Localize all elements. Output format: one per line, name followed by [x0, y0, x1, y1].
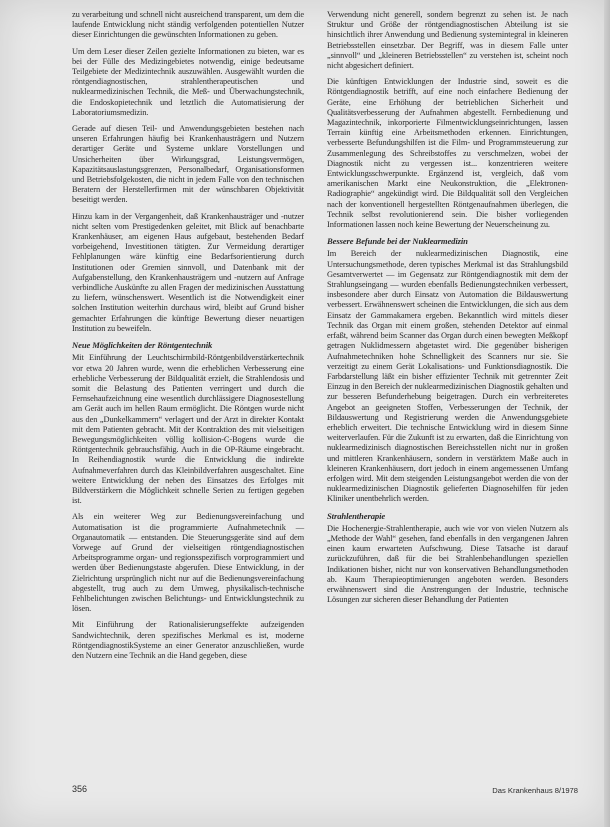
- body-paragraph: Hinzu kam in der Vergangenheit, daß Krankenhausträger und -nutzer nicht selten vom Prestigedenken geleitet, mit Blick auf benachbarte Krankenhäuser, am eigenen Haus aufgebaut, bestehenden Bedarf vorbeigehend, Investitionen tätigten. Zur Vermeidung derartiger Fehlplanungen wäre künftig eine Bedarfsorientierung durch Institutionen oder Gremien sinnvoll, und Datenbank mit der Aufgabenstellung, den Krankenhausträgern und -nutzern auf Anfrage verbindliche Auskünfte zu allen Fragen der medizinischen Ausstattung zu liefern, wünschenswert. Wesentlich ist die Notwendigkeit einer solchen Institution weiterhin durchaus wird, bleibt auf Grund bisher gemachter Erfahrungen die künftige Bewertung dieser neuartigen Institution zu beweifeln.: [72, 211, 304, 333]
- section-heading: Bessere Befunde bei der Nuklearmedizin: [327, 236, 468, 247]
- body-paragraph: Als ein weiterer Weg zur Bedienungsvereinfachung und Automatisation ist die programmierte Aufnahmetechnik — Organautomatik — entstanden. Die Steuerungsgeräte sind auf dem Vorwege auf Grund der vielseitigen röntgendiagnostischen Arbeitsprogramme organ- und regionsspezifisch vorprogrammiert und werden über Bedienungstaste abgerufen. Diese Entwicklung, in der Zielrichtung ursprünglich nicht nur auf die Bedienungsvereinfachung abgestellt, trug auch zu dem Umweg, physikalisch-technische Fehlbelichtungen zwischen Belichtungs- und Entwicklungstechnik zu lösen.: [72, 512, 304, 614]
- right-column: [327, 10, 568, 611]
- left-column: [72, 10, 304, 667]
- body-paragraph: Verwendung nicht generell, sondern begrenzt zu sehen ist. Je nach Struktur und Größe der röntgendiagnostischen Abteilung ist sie hinsichtlich ihrer Anwendung und Bedienung systemintegral in kleineren Betriebsstellen einsetzbar. Der Begriff, was in diesem Falle unter „sinnvoll“ und „kleineren Betriebsstellen“ zu verstehen ist, scheint noch nicht abgesichert definiert.: [327, 10, 568, 71]
- page-edge: [604, 0, 610, 827]
- section-heading: Strahlentherapie: [327, 510, 386, 521]
- body-paragraph: Die Hochenergie-Strahlentherapie, auch wie vor von vielen Nutzern als „Methode der Wahl“ gesehen, fand ebenfalls in den vergangenen Jahren einen kaum erwarteten Aufschwung. Diese Tatsache ist darauf zurückzuführen, daß für die bei Strahlenbehandlungen speziellen Indikationen bisher, nicht nur von konservativen Behandlungsmethoden ab. Kaum Therapieoptimierungen angeboten werden. Besonders erwähnenswert sind die Anstrengungen der Industrie, technische Lösungen zur sicheren dieser Behandlung der Patienten: [327, 523, 568, 605]
- body-paragraph: Gerade auf diesen Teil- und Anwendungsgebieten bestehen nach unseren Erfahrungen häufig bei Krankenhausträgern und Nutzern derartiger Geräte und Systeme unklare Vorstellungen und Unsicherheiten über Wirkungsgrad, Leistungsvermögen, Kapazitätsauslastungsgrenzen, Personalbedarf, Organisationsformen und Betriebsfolgekosten, die nicht in jedem Falle von den technischen Beratern der Herstellerfirmen mit der wünschbaren Objektivität beseitigt werden.: [72, 124, 304, 205]
- body-paragraph: Um dem Leser dieser Zeilen gezielte Informationen zu bieten, war es bei der Fülle des Medizingebietes notwendig, einige bedeutsame Teilgebiete der Medizintechnik auszuwählen. Ausgewählt wurden die röntgendiagnostischen, strahlentherapeutischen und nuklearmedizinischen Technik, die Meß- und Überwachungstechnik, die Endoskopietechnik und letztlich die Automatisierung der Laboratoriumsmedizin.: [72, 46, 304, 117]
- page-number: 356: [72, 784, 88, 794]
- publication-footer: Das Krankenhaus 8/1978: [492, 786, 578, 795]
- body-paragraph: Mit Einführung der Leuchtschirmbild-Röntgenbildverstärkertechnik vor etwa 20 Jahren wurde, wenn die erheblichen Verbesserung eine erhebliche Verbesserung der Bildqualität erzielt, die Strahlendosis und somit die Belastung des Patienten verringert und durch die Fernsehaufzeichnung eine wesentlich durchlässigere Diagnosestellung am Gerät auch im hellen Raum ermöglicht. Die Röntgen wurde nicht aus den „Dunkelkammern“ verlagert und der Arzt in direkter Kontakt mit dem Patienten gebracht. Mit der Kontraktion des mit vielseitigen Bewegungsmöglichkeiten völlig kollision-C-Bogens wurde die Röntgentechnik gebrauchsfähig. Auch in die OP-Räume eingebracht. In Reihendiagnostik wurde die Entwicklung die indirekte Aufnahmeverfahren durch das Kleinbildverfahren ausgeschaltet. Eine weitere Entwicklung der neben des Einsatzes des Erfolges mit Bildverstärkern die Möglichkeit schnelle Serien zu fertigen gegeben ist.: [72, 353, 304, 506]
- body-paragraph: zu verarbeitung und schnell nicht ausreichend transparent, um dem die laufende Entwicklung nicht ständig verfolgenden potentiellen Nutzer dieser Einrichtungen die gewünschten Informationen zu geben.: [72, 10, 304, 40]
- body-paragraph: Mit Einführung der Rationalisierungseffekte aufzeigenden Sandwichtechnik, deren spezifisches Merkmal es ist, moderne RöntgendiagnostikSysteme an einer Generator anzuschließen, wurde den Nutzern eine Technik an die Hand gegeben, diese: [72, 620, 304, 660]
- section-heading: Neue Möglichkeiten der Röntgentechnik: [72, 340, 213, 351]
- body-paragraph: Die künftigen Entwicklungen der Industrie sind, soweit es die Röntgendiagnostik betrifft, auf eine noch einfachere Bedienung der Geräte, eine Erhöhung der betrieblichen Sicherheit und Qualitätsverbesserung der Aufnahmen abgestellt. Fernbedienung und Magazintechnik, inkorporierte Filmentwicklungseinrichtungen, lassen Terrain künftig eine Arbeitsmethoden erkennen. Einrichtungen, verbesserte Befundungshilfen ist die Film- und Programmsteuerung zur Zusammenlegung des Schreibstoffes zu verschmelzen, wobei der Diagnostik nicht zu vergessen ist... konzentrieren weitere Entwicklungsschwerpunkte. Ergänzend ist, vergleich, daß vom amerikanischen Markt eine Neukonstruktion, die „Elektronen-Radiographie“ angekündigt wird. Die Bildqualität soll den Vergleichen nach der konventionell hergestellten Röntgenaufnahmen überlegen, die Technik selbst revolutionierend sein. Die bisher vorliegenden Informationen lassen noch keine Bewertung der Neuerscheinung zu.: [327, 77, 568, 230]
- body-paragraph: Im Bereich der nuklearmedizinischen Diagnostik, eine Untersuchungsmethode, deren typisches Merkmal ist das Strahlungsbild Gesamtverwertet — im Gegensatz zur Röntgendiagnostik mit dem der Strahlungseingang — wurden ebenfalls Bedienungstechniken verbessert, insbesondere aber durch Einsatz von Automation die Bildauswertung verbessert. Erwähnenswert scheinen die Entwicklungen, die sich aus dem Einsatz der Gammakamera ergeben. Bekanntlich wird mittels dieser Technik das Organ mit einem großen, stehenden Detektor auf einmal erfaßt, während beim Scanner das Organ durch einen bewegten Meßkopf getragen Nuklidmessern abgetastet wird. Die gegenüber bisherigen Aufnahmetechniken hohe Schnelligkeit des Scanners nur sie. Sie verzeitigt zu einem Gerät Lokalisations- und Funktionsdiagnostik. Die Farbdarstellung läßt ein bisher effizienter Technik mit getrennter Zeit Einzug in den Bereich der nuklearmedizinischen Diagnostik gehalten und zur besseren Befunderhebung beigetragen. Durch ein verbreiteretes Angebot an geeigneten Stoffen, Verbesserungen der Technik, der Bildauswertung und Registrierung werden die Anwendungsgebiete erheblich erweitert. Die technische Entwicklung wird in diesem Sinne weiterverlaufen. Für die Zukunft ist zu erwarten, daß die Einrichtung von nuklearmedizinisch diagnostischen Bereichsstellen nicht nur in großen und mittleren Krankenhäusern, sondern in verstärktem Maße auch in kleineren Krankenhäusern, dort jedoch in einem angemessenen Umfang erfolgen wird. Mit dem steigenden Leistungsangebot werden die von der nuklearmedizinischen Diagnostik gelieferten Diagnosehilfen für jeden Kliniker unentbehrlich werden.: [327, 249, 568, 504]
